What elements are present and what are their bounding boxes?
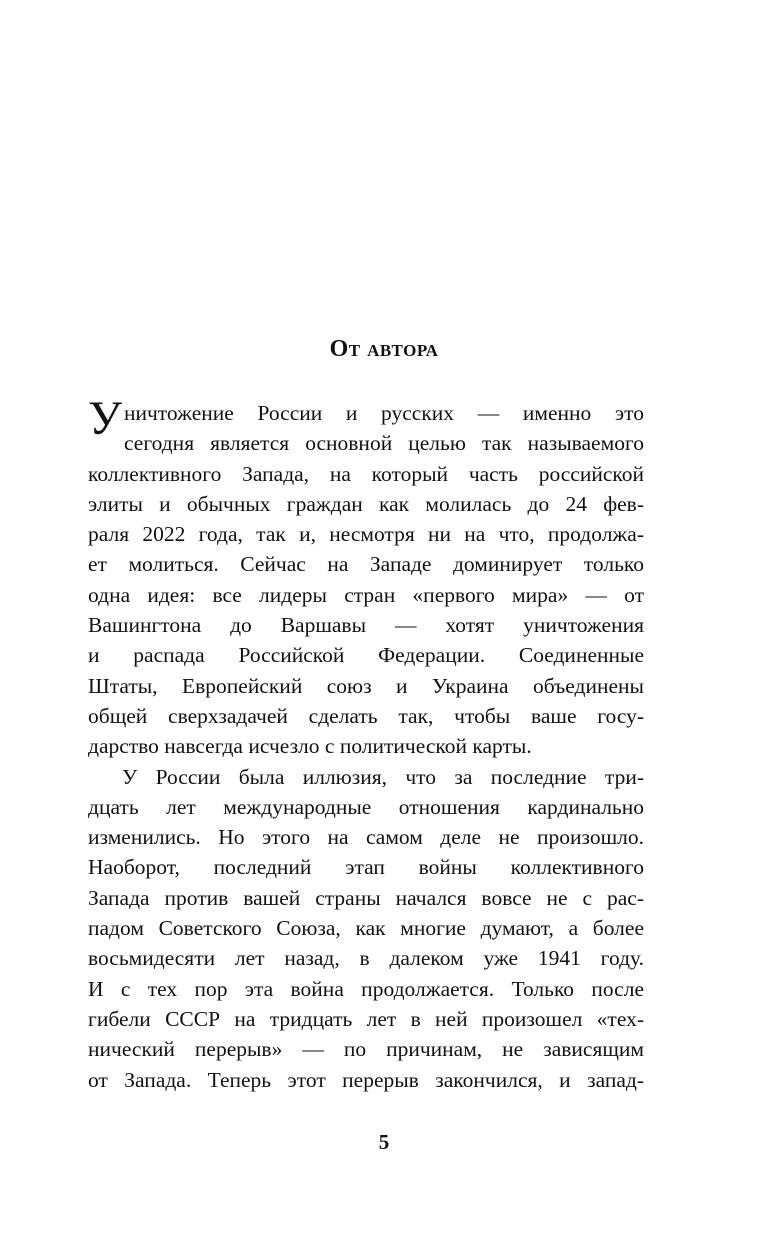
text-line: одна идея: все лидеры стран «первого мира» — от (88, 582, 644, 607)
chapter-title: От автора (329, 336, 439, 362)
text-line: сегодня является основной целью так называемого (123, 431, 644, 456)
text-line: гибели СССР на тридцать лет в ней произошел «тех- (88, 1006, 644, 1031)
text-line: и распада Российской Федерации. Соединенные (88, 643, 644, 668)
drop-cap: У (88, 392, 122, 445)
text-line: дцать лет международные отношения кардинально (88, 794, 644, 819)
text-line: раля 2022 года, так и, несмотря ни на что, продолжа- (88, 522, 644, 547)
text-line: ет молиться. Сейчас на Западе доминирует только (88, 552, 644, 577)
text-line: восьмидесяти лет назад, в далеком уже 1941 году. (88, 946, 644, 971)
text-line: Наоборот, последний этап войны коллективного (88, 855, 644, 880)
text-line: Вашингтона до Варшавы — хотят уничтожения (88, 613, 644, 638)
text-line: падом Советского Союза, как многие думают, а более (88, 916, 644, 941)
text-line: Штаты, Европейский союз и Украина объединены (88, 673, 644, 698)
text-line: Запада против вашей страны начался вовсе не с рас- (88, 885, 644, 910)
text-line: общей сверхзадачей сделать так, чтобы ваше госу- (88, 703, 644, 728)
body-text (88, 392, 644, 1095)
page-number: 5 (378, 1130, 390, 1154)
text-line: коллективного Запада, на который часть российской (88, 461, 644, 486)
text-line: ничтожение России и русских — именно это (123, 401, 644, 425)
text-line: И с тех пор эта война продолжается. Только после (88, 976, 644, 1001)
text-line: изменились. Но этого на самом деле не произошло. (88, 825, 644, 850)
text-line: У России была иллюзия, что за последние три- (122, 764, 644, 789)
text-line: элиты и обычных граждан как молилась до 24 фев- (88, 491, 644, 516)
text-line: от Запада. Теперь этот перерыв закончился, и запад- (88, 1067, 644, 1092)
text-line: дарство навсегда исчезло с политической карты. (88, 734, 532, 759)
text-line: нический перерыв» — по причинам, не зависящим (88, 1037, 644, 1062)
